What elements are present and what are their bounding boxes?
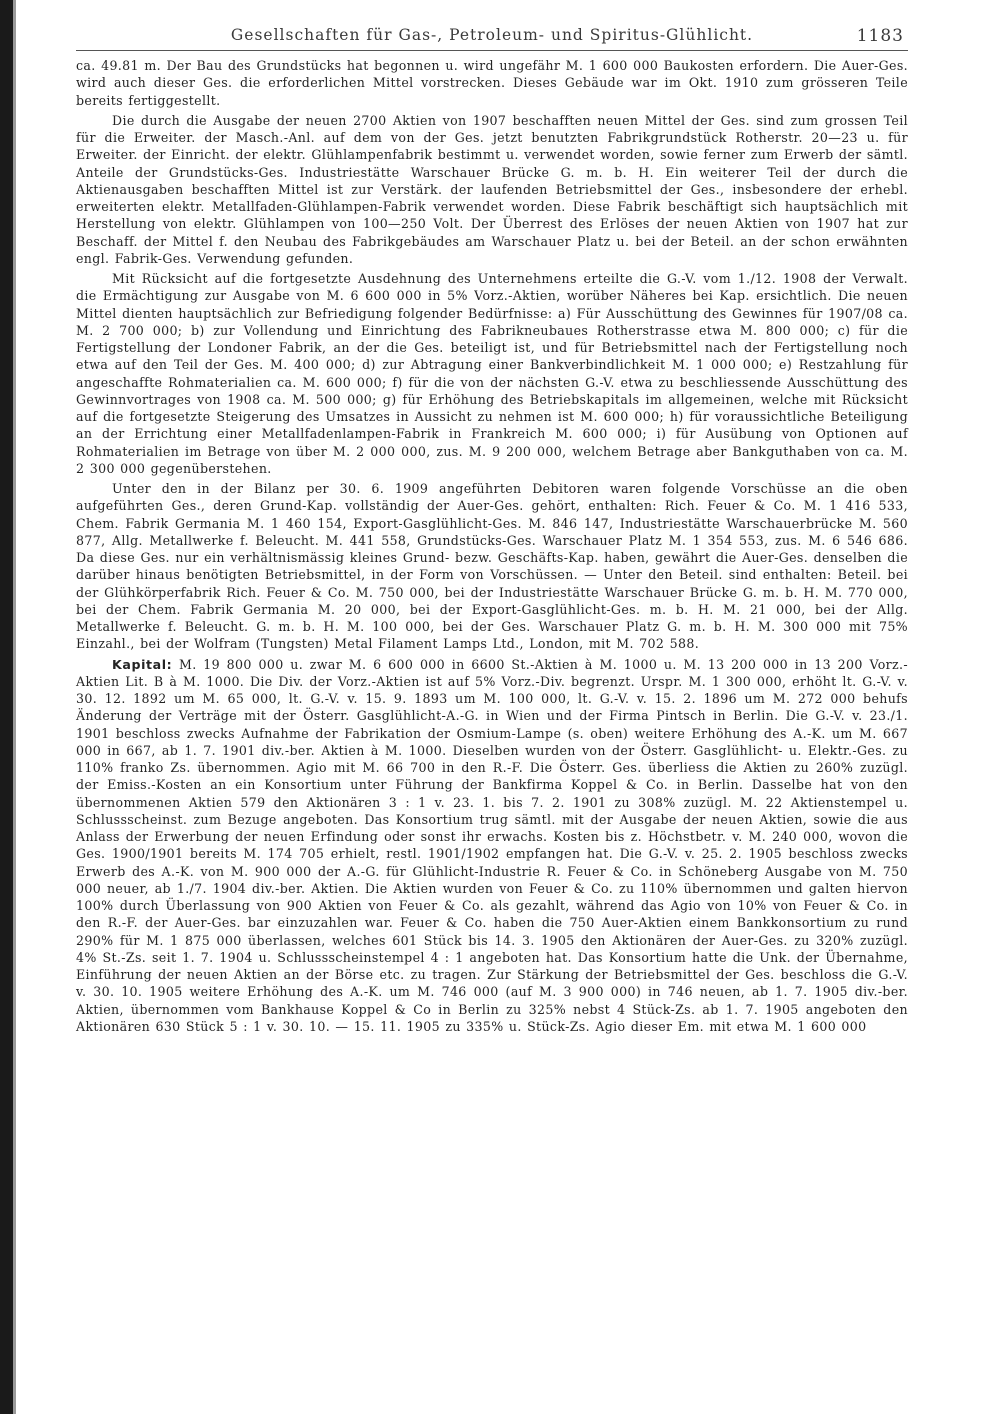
paragraph-preferred-shares — [76, 270, 908, 477]
page-number: 1183 — [856, 26, 904, 46]
paragraph-text: M. 19 800 000 u. zwar M. 6 600 000 in 6600 St.-Aktien à M. 1000 u. M. 13 200 000 in 13 200 Vorz.-Aktien Lit. B à M. 1000. Die Div. der Vorz.-Aktien ist auf 5% Vorz.-Div. begrenzt. Urspr. M. 1 300 000, erhöht lt. G.-V. v. 30. 12. 1892 um M. 65 000, lt. G.-V. v. 15. 9. 1893 um M. 100 000, lt. G.-V. v. 15. 2. 1896 um M. 272 000 behufs Änderung der Verträge mit der Österr. Gasglühlicht-A.-G. in Wien und der Firma Pintsch in Berlin. Die G.-V. v. 23./1. 1901 beschloss zwecks Aufnahme der Fabrikation der Osmium-Lampe (s. oben) weitere Erhöhung des A.-K. um M. 667 000 in 667, ab 1. 7. 1901 div.-ber. Aktien à M. 1000. Dieselben wurden von der Österr. Gasglühlicht- u. Elektr.-Ges. zu 110% franko Zs. übernommen. Agio mit M. 66 700 in den R.-F. Die Österr. Ges. überliess die Aktien zu 260% zuzügl. der Emiss.-Kosten an ein Konsortium unter Führung der Bankfirma Koppel & Co. in Berlin. Dasselbe hat von den übernommenen Aktien 579 den Aktionären 3 : 1 v. 23. 1. bis 7. 2. 1901 zu 308% zuzügl. M. 22 Aktienstempel u. Schlussscheinst. zum Bezuge angeboten. Das Konsortium trug sämtl. mit der Ausgabe der neuen Aktien, sowie die aus Anlass der Erwerbung der neuen Erfindung oder sonst ihr erwachs. Kosten bis z. Höchstbetr. v. M. 240 000, wovon die Ges. 1900/1901 bereits M. 174 705 erhielt, restl. 1901/1902 empfangen hat. Die G.-V. v. 25. 2. 1905 beschloss zwecks Erwerb des A.-K. von M. 900 000 der A.-G. für Glühlicht-Industrie R. Feuer & Co. in Schöneberg Ausgabe von M. 750 000 neuer, ab 1./7. 1904 div.-ber. Aktien. Die Aktien wurden von Feuer & Co. zu 110% übernommen und galten hiervon 100% durch Überlassung von 900 Aktien von Feuer & Co. als gezahlt, während das Agio von 10% von Feuer & Co. in den R.-F. der Auer-Ges. bar einzuzahlen war. Feuer & Co. haben die 750 Auer-Aktien einem Bankkonsortium zu rund 290% für M. 1 875 000 überlassen, welches 601 Stück bis 14. 3. 1905 den Aktionären der Auer-Ges. zu 320% zuzügl. 4% St.-Zs. seit 1. 7. 1904 u. Schlussscheinstempel 4 : 1 angeboten hat. Das Konsortium hatte die Unk. der Übernahme, Einführung der neuen Aktien an der Börse etc. zu tragen. Zur Stärkung der Betriebsmittel der Ges. beschloss die G.-V. v. 30. 10. 1905 weitere Erhöhung des A.-K. um M. 746 000 (auf M. 3 900 000) in 746 neuen, ab 1. 7. 1905 div.-ber. Aktien, übernommen vom Bankhause Koppel & Co in Berlin zu 325% nebst 4 Stück-Zs. ab 1. 7. 1905 angeboten den Aktionären 630 Stück 5 : 1 v. 30. 10. — 15. 11. 1905 zu 335% u. Stück-Zs. Agio dieser Em. mit etwa M. 1 600 000 — [76, 656, 908, 1034]
running-header-title: Gesellschaften für Gas-, Petroleum- und Spiritus-Glühlicht. — [230, 26, 754, 44]
document-body — [76, 57, 908, 1035]
running-header — [76, 20, 908, 51]
paragraph-lead: Kapital: — [112, 656, 173, 672]
paragraph-use-of-funds — [76, 112, 908, 267]
paragraph-kapital — [76, 656, 908, 1036]
scan-binding-shadow — [13, 0, 16, 1414]
paragraph-text: Die durch die Ausgabe der neuen 2700 Aktien von 1907 beschafften neuen Mittel der Ges. sind zum grossen Teil für die Erweiter. der Masch.-Anl. auf dem von der Ges. jetzt benutzten Fabrikgrundstück Rotherstr. 20—23 u. für Erweiter. der Einricht. der elektr. Glühlampenfabrik bestimmt u. verwendet worden, sowie ferner zum Erwerb der sämtl. Anteile der Grundstücks-Ges. Industriestätte Warschauer Brücke G. m. b. H. Ein weiterer Teil der durch die Aktienausgaben beschafften Mittel ist zur Verstärk. der laufenden Betriebsmittel der Ges., insbesondere der erhebl. erweiterten elektr. Metallfaden-Glühlampen-Fabrik verwendet worden. Diese Fabrik beschäftigt sich hauptsächlich mit Herstellung von elektr. Glühlampen von 100—250 Volt. Der Überrest des Erlöses der neuen Aktien von 1907 hat zur Beschaff. der Mittel f. den Neubau des Fabrikgebäudes am Warschauer Platz u. bei der Beteil. an der schon erwähnten engl. Fabrik-Ges. Verwendung gefunden. — [76, 112, 908, 266]
scan-binding-edge — [0, 0, 13, 1414]
paragraph-building-costs — [76, 57, 908, 109]
paragraph-text: Unter den in der Bilanz per 30. 6. 1909 angeführten Debitoren waren folgende Vorschüsse an die oben aufgeführten Ges., deren Grund-Kap. vollständig der Auer-Ges. gehört, enthalten: Rich. Feuer & Co. M. 1 416 533, Chem. Fabrik Germania M. 1 460 154, Export-Gasglühlicht-Ges. M. 846 147, Industriestätte Warschauerbrücke M. 560 877, Allg. Metallwerke f. Beleucht. M. 441 558, Grundstücks-Ges. Warschauer Platz M. 1 354 553, zus. M. 6 546 686. Da diese Ges. nur ein verhältnismässig kleines Grund- bezw. Geschäfts-Kap. haben, gewährt die Auer-Ges. denselben die darüber hinaus benötigten Betriebsmittel, in der Form von Vorschüssen. — Unter den Beteil. sind enthalten: Beteil. bei der Glühkörperfabrik Rich. Feuer & Co. M. 750 000, bei der Industriestätte Warschauer Brücke G. m. b. H. M. 770 000, bei der Chem. Fabrik Germania M. 20 000, bei der Export-Gasglühlicht-Ges. m. b. H. M. 21 000, bei der Allg. Metallwerke f. Beleucht. G. m. b. H. M. 100 000, bei der Ges. Warschauer Platz G. m. b. H. M. 300 000 mit 75% Einzahl., bei der Wolfram (Tungsten) Metal Filament Lamps Ltd., London, mit M. 702 588. — [76, 481, 908, 652]
document-page — [76, 20, 908, 1038]
paragraph-debtors-participations — [76, 480, 908, 653]
paragraph-text: Mit Rücksicht auf die fortgesetzte Ausdehnung des Unternehmens erteilte die G.-V. vom 1./12. 1908 der Verwalt. die Ermächtigung zur Ausgabe von M. 6 600 000 in 5% Vorz.-Aktien, worüber Näheres bei Kap. ersichtlich. Die neuen Mittel dienten hauptsächlich zur Befriedigung folgender Bedürfnisse: a) Für Ausschüttung des Gewinnes für 1907/08 ca. M. 2 700 000; b) zur Vollendung und Einrichtung des Fabrikneubaues Rotherstrasse etwa M. 800 000; c) für die Fertigstellung der Londoner Fabrik, an der die Ges. beteiligt ist, und für Betriebsmittel nach der Fertigstellung noch etwa auf den Teil der Ges. M. 400 000; d) zur Abtragung einer Bankverbindlichkeit M. 1 000 000; e) Restzahlung für angeschaffte Rohmaterialien ca. M. 600 000; f) für die von der nächsten G.-V. etwa zu beschliessende Ausschüttung des Gewinnvortrages von 1908 ca. M. 500 000; g) für Erhöhung des Betriebskapitals im allgemeinen, welche mit Rücksicht auf die fortgesetzte Steigerung des Umsatzes in Aussicht zu nehmen ist M. 600 000; h) für voraussichtliche Beteiligung an der Errichtung einer Metallfadenlampen-Fabrik in Frankreich M. 600 000; i) für Ausübung von Optionen auf Rohmaterialien im Betrage von über M. 2 000 000, zus. M. 9 200 000, welchem Betrage aber Bankguthaben von ca. M. 2 300 000 gegenüberstehen. — [76, 271, 908, 476]
paragraph-text: ca. 49.81 m. Der Bau des Grundstücks hat begonnen u. wird ungefähr M. 1 600 000 Baukosten erfordern. Die Auer-Ges. wird auch dieser Ges. die erforderlichen Mittel vorstrecken. Dieses Gebäude war im Okt. 1910 zum grösseren Teile bereits fertiggestellt. — [76, 58, 908, 108]
